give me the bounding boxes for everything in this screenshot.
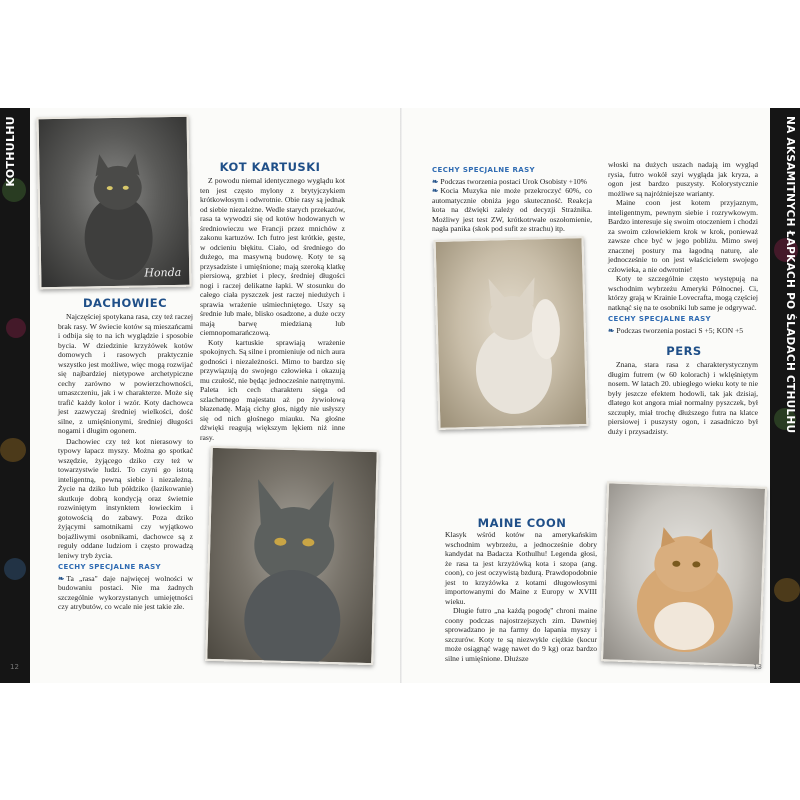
kartuski-heading: KOT KARTUSKI — [219, 160, 321, 174]
paw-icon: ❧ — [58, 573, 65, 583]
maine-coon-paragraph: Klasyk wśród kotów na amerykańskim wschodnim wybrzeżu, a jednocześnie dobry kandydat na Badacza Kothulhu! Legenda głosi, że rasa ta jest krzyżówką kota i szopa (ang. coon), co jest oczywistą bzdurą. Prawdopodobnie jest to krzyżówka z kotami długowłosymi importowanymi do Maine z Europy w XVIII wieku. — [445, 530, 597, 606]
maine-coon-traits-heading: CECHY SPECJALNE RASY — [608, 315, 711, 323]
traits-top-column — [432, 166, 592, 234]
kartuski-paragraph: Koty kartuskie sprawiają wrażenie spokojnych. Są silne i promieniuje od nich aura godności i niezależności. Mimo to bardzo się przywiązują do swojego człowieka i okazują mu czułość, nie będąc jednocześnie natrętnymi. Paleta ich cech charakteru sięga od szlachetnego majestatu aż po żywiołową błazenadę. Mają cichy głos, nigdy nie usłyszy się od nich głośnego miauku. Na głośne dźwięki reagują większym lękiem niż inne rasy. — [200, 337, 345, 442]
right-page-edge — [770, 108, 800, 683]
paw-icon: ❧ — [608, 325, 615, 335]
photo-signature: Honda — [144, 265, 182, 280]
dachowiec-paragraph: Dachowiec czy też kot nierasowy to typowy łapacz myszy. Można go spotkać wszędzie, żyjącego dziko czy też w towarzystwie ludzi. To czyni go istotą inteligentną, pewną siebie i niezależną. Życie na dziko lub półdziko (łazikowanie) skutkuje dobrą kondycją oraz świetnie rozwiniętym instynktem łowieckim i gotowością do zabawy. Poza dziko żyjącymi samotnikami czy wyjątkowo bojaźliwymi osobnikami, dachowce są z reguły oddane ludziom i często prowadzą leniwy tryb życia. — [58, 436, 193, 560]
left-page-number: 12 — [10, 663, 19, 671]
gray-cat-illustration — [39, 117, 192, 290]
kartuski-photo — [205, 446, 379, 665]
paw-icon: ❧ — [432, 186, 439, 195]
dachowiec-paragraph: Najczęściej spotykana rasa, czy też raczej brak rasy. W świecie kotów są mieszańcami i odbija się to na ich wyglądzie i sposobie bycia. W dziedzinie krzyżówek kotów domowych i rasowych praktycznie wszystko jest możliwe, więc mogą rozwijać się najbardziej nietypowe archetypiczne cechy zarówno w powierzchowności, umaszczeniu, jak i w charakterze. Może się trafić każdy kolor i wzór. Koty dachowca jest zazwyczaj średniej wielkości, dość silne, z umięśnionymi, średniej długości nogami i długim ogonem. — [58, 312, 193, 435]
right-page-number: 13 — [753, 663, 762, 671]
maine-coon-paragraph: Maine coon jest kotem przyjaznym, inteligentnym, pewnym siebie i rozrywkowym. Bardzo interesuje się swoim otoczeniem i chodzi za swoim człowiekiem krok w krok, ponieważ zawsze chce być w jego pobliżu. Mimo swej znacznej postury ma łagodną naturę, ale jednocześnie to on jest właścicielem swojego człowieka, a nie odwrotnie! — [608, 198, 758, 274]
dachowiec-traits-heading: CECHY SPECJALNE RASY — [58, 563, 161, 571]
kartuski-column — [200, 176, 345, 442]
maine-coon-paragraph: Koty te szczególnie często występują na wschodnim wybrzeżu Ameryki Północnej. Ci, którzy grają w Krainie Lovecrafta, mogą częściej natknąć się na te osobniki lub same je odgrywać. — [608, 274, 758, 312]
paw-icon: ❧ — [432, 176, 439, 186]
trait-item: ❧ Kocia Muzyka nie może przekroczyć 60%, co automatycznie obniża jego skuteczność. Reakcja kota na dźwięki zależy od decyzji Strażnika. Możliwy jest test ZW, krótkotrwałe oszołomienie, nagła panika (skok pod sufit ze strachu) itp. — [432, 186, 592, 233]
maine-coon-trait: ❧ Podczas tworzenia postaci S +5; KON +5 — [608, 325, 744, 335]
maine-coon-cont-column — [608, 160, 758, 335]
pers-heading: PERS — [666, 344, 702, 358]
trait-item: ❧ Podczas tworzenia postaci Urok Osobisty +10% — [432, 176, 588, 186]
maine-coon-heading: MAINE COON — [477, 516, 567, 530]
maine-coon-paragraph: Długie futro „na każdą pogodę" chroni maine coony podczas najostrzejszych zim. Dawniej sprowadzano je na farmy do łapania myszy i szczurów. Koty te są niezwykle ciężkie (kocur może osiągnąć wagę nawet do 9 kg) oraz bardzo silne i umięśnione. Dłuższe — [445, 606, 597, 663]
left-side-title: KOTHULHU — [4, 116, 17, 187]
traits-top-heading: CECHY SPECJALNE RASY — [432, 166, 535, 174]
pers-paragraph: Znana, stara rasa z charakterystycznym długim futrem (w 60 kolorach) i wklęśniętym nosem. W latach 20. ubiegłego wieku koty te nie były jeszcze efektem hodowli, tak jak dzisiaj, dlatego kot angora miał normalny pyszczek, był szczupły, miał trochę dłuższego futra na klatce piersiowej i puszysty ogon, i zasadniczo był duży i przysadzisty. — [608, 360, 758, 436]
maine-coon-illustration — [436, 238, 589, 430]
left-page-edge — [0, 108, 30, 683]
maine-coon-column — [445, 530, 597, 663]
blue-cat-illustration — [207, 448, 379, 665]
dachowiec-heading: DACHOWIEC — [82, 296, 168, 310]
book-gutter — [400, 108, 402, 683]
dachowiec-photo — [37, 115, 192, 290]
dachowiec-trait: ❧ Ta „rasa" daje najwięcej wolności w budowaniu postaci. Nie ma żadnych szczególnie wykorzystanych umiejętności czy atrybutów, co wcale nie jest takie złe. — [58, 573, 193, 611]
pers-photo — [601, 481, 767, 666]
book-spread — [0, 108, 800, 683]
maine-coon-paragraph: włoski na dużych uszach nadają im wygląd rysia, futro wokół szyi wygląda jak kryza, a ogon jest bardzo puszysty. Kolorystycznie możliwe są najróżniejsze warianty. — [608, 160, 758, 198]
maine-coon-photo — [434, 236, 589, 430]
pers-column — [608, 360, 758, 436]
right-side-title: NA AKSAMITNYCH ŁAPKACH PO ŚLADACH CTHULHU — [784, 116, 796, 434]
kartuski-paragraph: Z powodu niemal identycznego wyglądu kot ten jest często mylony z brytyjczykiem krótkowłosym i odwrotnie. Obie rasy są jednak od siebie niezależne. Wedle starych przekazów, rasa ta wywodzi się od kotów hodowanych w średniowieczu we Francji przez mnichów z zakonu kartuzów. Ich futro jest krótkie, gęste, w odcieniu błękitu. Ciało, od średniego do dużego, ma masywną budowę. Koty te są przysadziste i umięśnione; mają szeroką klatkę piersiową, grzbiet i plecy, średniej długości nogi i raczej delikatne łapki. W stosunku do całego ciała pyszczek jest raczej niedużych i sprawia wrażenie uśmiechniętego. Uszy są średnie lub małe, blisko osadzone, a duże oczy mają barwę miedzianą lub ciemnopomarańczową. — [200, 176, 345, 337]
dachowiec-column — [58, 312, 193, 612]
persian-cat-illustration — [603, 483, 767, 666]
